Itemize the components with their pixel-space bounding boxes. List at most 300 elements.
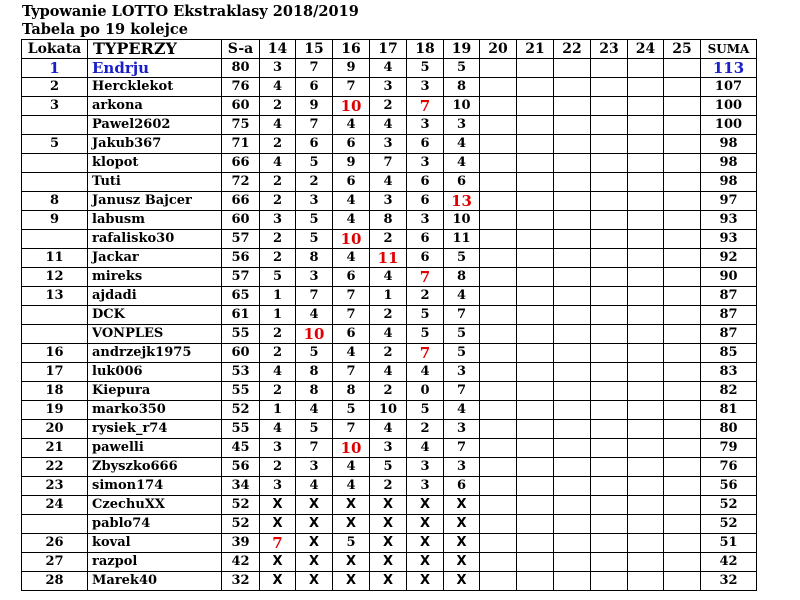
empty-round-cell (664, 249, 701, 268)
round-score-cell: X (407, 572, 444, 591)
empty-round-cell (628, 173, 664, 192)
rank-cell: 11 (22, 249, 88, 268)
empty-round-cell (591, 116, 628, 135)
empty-round-cell (664, 382, 701, 401)
round-score-cell: 4 (370, 173, 407, 192)
round-score-cell: 5 (407, 325, 444, 344)
round-score-cell: 8 (296, 363, 333, 382)
empty-round-cell (517, 401, 554, 420)
round-score-cell: X (444, 572, 480, 591)
empty-round-cell (554, 496, 591, 515)
season-points-cell: 80 (222, 59, 260, 78)
empty-round-cell (628, 287, 664, 306)
rank-cell (22, 515, 88, 534)
empty-round-cell (591, 496, 628, 515)
player-name-cell: luk006 (88, 363, 222, 382)
round-score-cell: 5 (370, 458, 407, 477)
player-name-cell: klopot (88, 154, 222, 173)
round-score-cell: 2 (260, 230, 296, 249)
round-score-cell: X (296, 534, 333, 553)
empty-round-cell (664, 439, 701, 458)
table-row (22, 78, 757, 97)
rank-cell: 21 (22, 439, 88, 458)
round-score-cell: 8 (296, 382, 333, 401)
round-score-cell: X (370, 515, 407, 534)
empty-round-cell (664, 59, 701, 78)
season-points-cell: 55 (222, 420, 260, 439)
player-name-cell: labusm (88, 211, 222, 230)
round-score-cell: 3 (407, 458, 444, 477)
round-score-cell: 6 (333, 135, 370, 154)
empty-round-cell (591, 382, 628, 401)
round-score-cell: 4 (260, 154, 296, 173)
empty-round-cell (480, 515, 517, 534)
player-name-cell: Jakub367 (88, 135, 222, 154)
total-cell: 98 (701, 154, 757, 173)
round-score-cell: 3 (407, 116, 444, 135)
empty-round-cell (517, 344, 554, 363)
round-score-cell: 4 (370, 363, 407, 382)
total-cell: 52 (701, 496, 757, 515)
empty-round-cell (480, 306, 517, 325)
round-score-cell: X (444, 534, 480, 553)
empty-round-cell (664, 230, 701, 249)
player-name-cell: ajdadi (88, 287, 222, 306)
round-score-cell: 3 (370, 439, 407, 458)
total-cell: 52 (701, 515, 757, 534)
empty-round-cell (628, 401, 664, 420)
round-score-cell: 2 (260, 135, 296, 154)
empty-round-cell (664, 515, 701, 534)
empty-round-cell (591, 59, 628, 78)
table-row (22, 287, 757, 306)
round-score-cell: 4 (444, 401, 480, 420)
table-row (22, 230, 757, 249)
empty-round-cell (628, 382, 664, 401)
round-score-cell: X (296, 496, 333, 515)
rank-cell (22, 230, 88, 249)
empty-round-cell (664, 97, 701, 116)
empty-round-cell (628, 496, 664, 515)
empty-round-cell (517, 192, 554, 211)
round-score-cell: 1 (260, 306, 296, 325)
round-score-cell: 1 (370, 287, 407, 306)
round-score-cell: 6 (333, 268, 370, 287)
empty-round-cell (480, 116, 517, 135)
round-score-cell: 13 (444, 192, 480, 211)
player-name-cell: VONPLES (88, 325, 222, 344)
header-round-21: 21 (517, 40, 554, 59)
empty-round-cell (591, 477, 628, 496)
rank-cell: 24 (22, 496, 88, 515)
round-score-cell: 7 (444, 306, 480, 325)
empty-round-cell (591, 420, 628, 439)
round-score-cell: X (260, 515, 296, 534)
round-score-cell: X (260, 572, 296, 591)
empty-round-cell (554, 230, 591, 249)
empty-round-cell (517, 78, 554, 97)
header-round-15: 15 (296, 40, 333, 59)
header-typerzy: TYPERZY (88, 40, 222, 59)
round-score-cell: X (444, 553, 480, 572)
total-cell: 93 (701, 211, 757, 230)
table-row (22, 363, 757, 382)
player-name-cell: mireks (88, 268, 222, 287)
round-score-cell: 4 (370, 420, 407, 439)
round-score-cell: 4 (444, 154, 480, 173)
empty-round-cell (664, 477, 701, 496)
empty-round-cell (628, 230, 664, 249)
empty-round-cell (554, 553, 591, 572)
round-score-cell: 2 (260, 382, 296, 401)
player-name-cell: Jackar (88, 249, 222, 268)
round-score-cell: 3 (444, 363, 480, 382)
table-row (22, 553, 757, 572)
empty-round-cell (628, 306, 664, 325)
empty-round-cell (664, 534, 701, 553)
empty-round-cell (517, 249, 554, 268)
empty-round-cell (591, 363, 628, 382)
rank-cell: 12 (22, 268, 88, 287)
empty-round-cell (517, 97, 554, 116)
player-name-cell: Pawel2602 (88, 116, 222, 135)
empty-round-cell (480, 344, 517, 363)
table-row (22, 401, 757, 420)
empty-round-cell (554, 287, 591, 306)
header-round-14: 14 (260, 40, 296, 59)
header-round-19: 19 (444, 40, 480, 59)
rank-cell: 13 (22, 287, 88, 306)
total-cell: 42 (701, 553, 757, 572)
round-score-cell: 7 (333, 363, 370, 382)
table-row (22, 458, 757, 477)
empty-round-cell (554, 78, 591, 97)
table-row (22, 306, 757, 325)
round-score-cell: 4 (260, 363, 296, 382)
rank-cell: 8 (22, 192, 88, 211)
empty-round-cell (664, 211, 701, 230)
empty-round-cell (664, 325, 701, 344)
round-score-cell: 4 (260, 116, 296, 135)
round-score-cell: 4 (296, 306, 333, 325)
rank-cell: 20 (22, 420, 88, 439)
round-score-cell: 5 (444, 325, 480, 344)
round-score-cell: 2 (260, 344, 296, 363)
season-points-cell: 39 (222, 534, 260, 553)
round-score-cell: 4 (296, 477, 333, 496)
round-score-cell: 8 (296, 249, 333, 268)
round-score-cell: 10 (333, 439, 370, 458)
player-name-cell: razpol (88, 553, 222, 572)
round-score-cell: 4 (260, 420, 296, 439)
round-score-cell: X (444, 515, 480, 534)
round-score-cell: X (407, 534, 444, 553)
round-score-cell: 7 (296, 116, 333, 135)
rank-cell: 22 (22, 458, 88, 477)
empty-round-cell (628, 97, 664, 116)
round-score-cell: 6 (444, 477, 480, 496)
empty-round-cell (591, 249, 628, 268)
player-name-cell: Endrju (88, 59, 222, 78)
empty-round-cell (591, 458, 628, 477)
round-score-cell: 2 (407, 287, 444, 306)
empty-round-cell (480, 97, 517, 116)
empty-round-cell (591, 439, 628, 458)
rank-cell: 2 (22, 78, 88, 97)
player-name-cell: koval (88, 534, 222, 553)
season-points-cell: 60 (222, 97, 260, 116)
total-cell: 87 (701, 306, 757, 325)
round-score-cell: 10 (444, 211, 480, 230)
season-points-cell: 57 (222, 230, 260, 249)
round-score-cell: 5 (333, 534, 370, 553)
total-cell: 98 (701, 135, 757, 154)
player-name-cell: pawelli (88, 439, 222, 458)
empty-round-cell (664, 306, 701, 325)
table-row (22, 192, 757, 211)
round-score-cell: 7 (333, 287, 370, 306)
round-score-cell: 7 (407, 268, 444, 287)
round-score-cell: 3 (407, 78, 444, 97)
empty-round-cell (591, 173, 628, 192)
empty-round-cell (554, 534, 591, 553)
round-score-cell: 4 (333, 249, 370, 268)
empty-round-cell (517, 325, 554, 344)
empty-round-cell (591, 534, 628, 553)
round-score-cell: 2 (407, 420, 444, 439)
total-cell: 107 (701, 78, 757, 97)
round-score-cell: 3 (444, 458, 480, 477)
round-score-cell: 10 (296, 325, 333, 344)
round-score-cell: 5 (296, 420, 333, 439)
empty-round-cell (591, 78, 628, 97)
season-points-cell: 60 (222, 211, 260, 230)
empty-round-cell (664, 116, 701, 135)
rank-cell: 3 (22, 97, 88, 116)
empty-round-cell (628, 477, 664, 496)
round-score-cell: 2 (370, 230, 407, 249)
round-score-cell: 5 (296, 154, 333, 173)
round-score-cell: 4 (444, 135, 480, 154)
empty-round-cell (591, 553, 628, 572)
season-points-cell: 55 (222, 382, 260, 401)
empty-round-cell (628, 439, 664, 458)
round-score-cell: X (370, 572, 407, 591)
round-score-cell: 4 (296, 401, 333, 420)
round-score-cell: 6 (407, 192, 444, 211)
season-points-cell: 42 (222, 553, 260, 572)
round-score-cell: 3 (296, 458, 333, 477)
season-points-cell: 56 (222, 458, 260, 477)
empty-round-cell (628, 363, 664, 382)
table-row (22, 572, 757, 591)
season-points-cell: 56 (222, 249, 260, 268)
table-row (22, 439, 757, 458)
total-cell: 83 (701, 363, 757, 382)
round-score-cell: 2 (260, 97, 296, 116)
round-score-cell: X (444, 496, 480, 515)
table-row (22, 382, 757, 401)
round-score-cell: 5 (407, 401, 444, 420)
empty-round-cell (554, 515, 591, 534)
round-score-cell: 8 (370, 211, 407, 230)
empty-round-cell (554, 116, 591, 135)
empty-round-cell (554, 363, 591, 382)
player-name-cell: arkona (88, 97, 222, 116)
round-score-cell: 2 (370, 97, 407, 116)
rank-cell: 9 (22, 211, 88, 230)
empty-round-cell (591, 287, 628, 306)
round-score-cell: 1 (260, 401, 296, 420)
round-score-cell: 7 (296, 439, 333, 458)
season-points-cell: 65 (222, 287, 260, 306)
round-score-cell: 11 (444, 230, 480, 249)
rank-cell (22, 325, 88, 344)
empty-round-cell (517, 230, 554, 249)
round-score-cell: 3 (370, 78, 407, 97)
empty-round-cell (591, 230, 628, 249)
total-cell: 87 (701, 287, 757, 306)
round-score-cell: 10 (444, 97, 480, 116)
round-score-cell: 5 (444, 59, 480, 78)
round-score-cell: 3 (296, 268, 333, 287)
empty-round-cell (628, 515, 664, 534)
round-score-cell: 6 (407, 230, 444, 249)
round-score-cell: 2 (260, 173, 296, 192)
empty-round-cell (628, 325, 664, 344)
round-score-cell: 3 (444, 116, 480, 135)
empty-round-cell (554, 135, 591, 154)
round-score-cell: 5 (296, 211, 333, 230)
total-cell: 82 (701, 382, 757, 401)
player-name-cell: Janusz Bajcer (88, 192, 222, 211)
round-score-cell: 4 (370, 116, 407, 135)
total-cell: 92 (701, 249, 757, 268)
player-name-cell: CzechuXX (88, 496, 222, 515)
empty-round-cell (480, 382, 517, 401)
empty-round-cell (591, 135, 628, 154)
round-score-cell: 3 (260, 59, 296, 78)
round-score-cell: 6 (333, 173, 370, 192)
round-score-cell: 4 (333, 477, 370, 496)
empty-round-cell (480, 458, 517, 477)
player-name-cell: Zbyszko666 (88, 458, 222, 477)
season-points-cell: 76 (222, 78, 260, 97)
empty-round-cell (591, 344, 628, 363)
round-score-cell: 6 (444, 173, 480, 192)
season-points-cell: 72 (222, 173, 260, 192)
empty-round-cell (480, 439, 517, 458)
empty-round-cell (591, 268, 628, 287)
rank-cell: 23 (22, 477, 88, 496)
empty-round-cell (664, 572, 701, 591)
total-cell: 90 (701, 268, 757, 287)
empty-round-cell (628, 572, 664, 591)
season-points-cell: 66 (222, 192, 260, 211)
empty-round-cell (628, 344, 664, 363)
round-score-cell: 5 (260, 268, 296, 287)
round-score-cell: 4 (260, 78, 296, 97)
empty-round-cell (480, 268, 517, 287)
round-score-cell: 10 (333, 230, 370, 249)
empty-round-cell (480, 363, 517, 382)
empty-round-cell (628, 458, 664, 477)
empty-round-cell (517, 173, 554, 192)
empty-round-cell (628, 534, 664, 553)
round-score-cell: X (296, 553, 333, 572)
round-score-cell: 4 (370, 325, 407, 344)
round-score-cell: 6 (296, 78, 333, 97)
season-points-cell: 60 (222, 344, 260, 363)
round-score-cell: X (260, 496, 296, 515)
empty-round-cell (480, 59, 517, 78)
round-score-cell: X (260, 553, 296, 572)
round-score-cell: 8 (444, 268, 480, 287)
empty-round-cell (480, 325, 517, 344)
empty-round-cell (517, 287, 554, 306)
empty-round-cell (664, 458, 701, 477)
empty-round-cell (664, 154, 701, 173)
round-score-cell: 7 (333, 78, 370, 97)
empty-round-cell (554, 572, 591, 591)
empty-round-cell (554, 477, 591, 496)
round-score-cell: 2 (370, 306, 407, 325)
empty-round-cell (628, 211, 664, 230)
header-suma: SUMA (701, 40, 757, 59)
empty-round-cell (664, 363, 701, 382)
player-name-cell: DCK (88, 306, 222, 325)
empty-round-cell (480, 192, 517, 211)
empty-round-cell (554, 382, 591, 401)
round-score-cell: X (333, 572, 370, 591)
empty-round-cell (628, 553, 664, 572)
empty-round-cell (517, 154, 554, 173)
round-score-cell: 7 (333, 306, 370, 325)
round-score-cell: 3 (260, 439, 296, 458)
rank-cell (22, 154, 88, 173)
empty-round-cell (554, 154, 591, 173)
season-points-cell: 71 (222, 135, 260, 154)
player-name-cell: rafalisko30 (88, 230, 222, 249)
empty-round-cell (480, 230, 517, 249)
round-score-cell: 3 (296, 192, 333, 211)
season-points-cell: 52 (222, 496, 260, 515)
round-score-cell: 4 (407, 363, 444, 382)
round-score-cell: 2 (260, 458, 296, 477)
empty-round-cell (480, 477, 517, 496)
empty-round-cell (517, 363, 554, 382)
round-score-cell: 2 (370, 344, 407, 363)
round-score-cell: 6 (407, 249, 444, 268)
empty-round-cell (517, 306, 554, 325)
total-cell: 98 (701, 173, 757, 192)
empty-round-cell (628, 249, 664, 268)
round-score-cell: 4 (333, 344, 370, 363)
rank-cell (22, 116, 88, 135)
header-round-17: 17 (370, 40, 407, 59)
empty-round-cell (480, 135, 517, 154)
empty-round-cell (480, 287, 517, 306)
empty-round-cell (591, 97, 628, 116)
empty-round-cell (628, 59, 664, 78)
empty-round-cell (554, 344, 591, 363)
round-score-cell: 6 (407, 135, 444, 154)
round-score-cell: 2 (260, 249, 296, 268)
empty-round-cell (517, 420, 554, 439)
empty-round-cell (628, 154, 664, 173)
empty-round-cell (517, 116, 554, 135)
page-title: Typowanie LOTTO Ekstraklasy 2018/2019 (22, 3, 359, 20)
